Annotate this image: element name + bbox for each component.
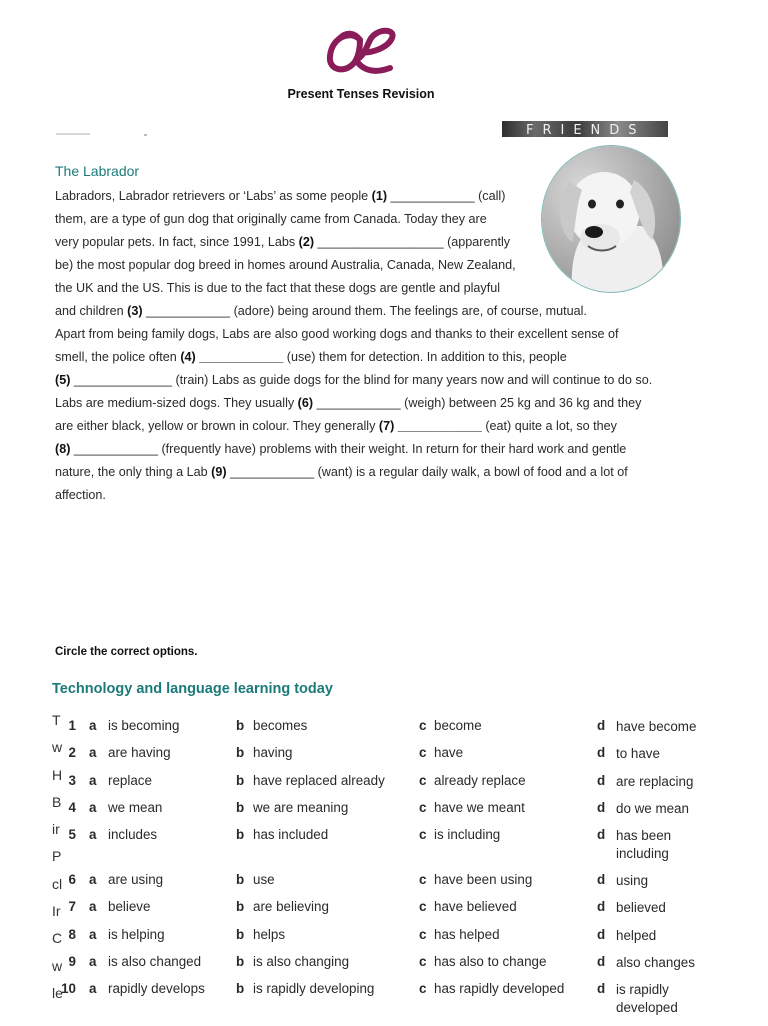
friends-banner-text: FRIENDS — [526, 123, 646, 137]
option-letter-c: c — [419, 772, 427, 788]
reading-text: the UK and the US. This is due to the fact that these dogs are gentle and playful — [55, 281, 501, 295]
option-letter-b: b — [236, 745, 245, 761]
obscured-letter: C — [52, 930, 63, 947]
reading-line — [55, 323, 695, 346]
option-b[interactable]: we are meaning — [253, 799, 349, 815]
question-number: 9 — [68, 954, 76, 970]
reading-text: ____________ (want) is a regular daily walk, a bowl of food and a lot of — [226, 465, 628, 479]
reading-text: (eat) quite a lot, so they — [481, 419, 617, 433]
option-letter-a: a — [89, 718, 97, 733]
option-d[interactable]: do we mean — [616, 800, 689, 816]
reading-text: and children — [55, 304, 128, 318]
option-letter-a: a — [89, 827, 97, 843]
reading-line — [55, 392, 695, 415]
obscured-letter: w — [52, 739, 63, 756]
question-row — [60, 800, 760, 827]
gap-marker: ____________ — [199, 350, 284, 364]
option-d[interactable]: are replacing — [616, 773, 694, 789]
option-c[interactable]: have been using — [434, 872, 533, 888]
obscured-letter: ir — [52, 821, 60, 838]
option-a[interactable]: is becoming — [108, 718, 180, 733]
reading-text: ____________ (adore) being around them. The feelings are, of course, mutual. — [142, 304, 587, 318]
option-a[interactable]: replace — [108, 772, 152, 788]
gap-marker: (7) — [378, 419, 395, 433]
option-letter-d: d — [597, 799, 606, 815]
obscured-letter: P — [52, 848, 62, 865]
reading-text: very popular pets. In fact, since 1991, Labs — [55, 235, 299, 249]
option-a[interactable]: are using — [108, 872, 164, 888]
option-b[interactable]: use — [253, 872, 275, 888]
question-number: 10 — [61, 981, 76, 997]
reading-title: The Labrador — [55, 163, 140, 179]
reading-line — [55, 300, 695, 323]
reading-text: Apart from being family dogs, Labs are also good working dogs and thanks to their excellent sense of — [55, 327, 619, 341]
reading-text: affection. — [55, 488, 106, 502]
reading-line — [55, 415, 695, 438]
question-number: 2 — [68, 745, 76, 761]
option-letter-a: a — [89, 745, 97, 761]
option-letter-c: c — [419, 745, 427, 761]
option-c[interactable]: already replace — [434, 772, 526, 788]
option-letter-a: a — [89, 772, 97, 788]
option-d[interactable]: to have — [616, 746, 660, 762]
reading-line — [55, 438, 695, 461]
option-b[interactable]: is rapidly developing — [253, 981, 375, 997]
option-d[interactable]: using — [616, 873, 649, 889]
exercise-title: Technology and language learning today — [52, 681, 333, 697]
option-letter-a: a — [89, 872, 97, 888]
option-b[interactable]: are believing — [253, 899, 329, 915]
option-letter-b: b — [236, 926, 245, 942]
reading-line — [55, 346, 695, 369]
option-letter-a: a — [89, 926, 97, 942]
gap-marker: (1) — [371, 189, 388, 203]
reading-text: ____________ (call) — [387, 189, 506, 203]
option-a[interactable]: includes — [108, 827, 158, 843]
obscured-letter: cl — [52, 875, 63, 892]
question-row — [60, 773, 760, 800]
question-row — [60, 899, 760, 926]
option-c[interactable]: have believed — [434, 899, 517, 915]
option-letter-d: d — [597, 899, 606, 915]
option-d[interactable]: has been including — [616, 828, 672, 862]
option-b[interactable]: have replaced already — [253, 772, 385, 788]
reading-line — [55, 231, 695, 254]
gap-marker: (6) — [297, 396, 314, 410]
option-letter-c: c — [419, 926, 427, 942]
option-letter-d: d — [597, 718, 606, 733]
option-letter-c: c — [419, 981, 427, 997]
gap-marker: (4) — [180, 350, 196, 364]
option-letter-c: c — [419, 799, 427, 815]
question-row — [60, 872, 760, 899]
reading-text: ____________ (weigh) between 25 kg and 36 kg and they — [313, 396, 642, 410]
option-letter-b: b — [236, 899, 245, 915]
friends-banner — [502, 121, 668, 137]
document-title: Present Tenses Revision — [287, 87, 435, 101]
option-b[interactable]: helps — [253, 926, 286, 942]
obscured-letter: T — [52, 712, 61, 728]
option-b[interactable]: becomes — [253, 718, 308, 733]
question-number: 3 — [68, 772, 76, 788]
option-c[interactable]: has rapidly developed — [434, 981, 565, 997]
question-row — [60, 827, 760, 872]
option-letter-b: b — [236, 772, 245, 788]
reading-line — [55, 254, 695, 277]
question-number: 6 — [68, 872, 76, 888]
gap-marker: (8) — [55, 442, 71, 456]
option-letter-d: d — [597, 827, 606, 843]
reading-text: __________________ (apparently — [314, 235, 511, 249]
option-letter-a: a — [89, 799, 97, 815]
option-letter-a: a — [89, 954, 97, 970]
question-number: 7 — [68, 899, 76, 915]
exercise-instruction: Circle the correct options. — [55, 646, 198, 658]
option-letter-d: d — [597, 954, 606, 970]
question-row — [60, 745, 760, 772]
option-b[interactable]: having — [253, 745, 293, 761]
question-number: 8 — [68, 926, 76, 942]
reading-text: Labs are medium-sized dogs. They usually — [55, 396, 298, 410]
question-row — [60, 954, 760, 981]
reading-line — [55, 185, 695, 208]
obscured-letter: Ir — [52, 903, 61, 920]
option-d[interactable]: have become — [616, 719, 697, 734]
scan-artifact — [56, 132, 148, 138]
reading-line — [55, 484, 695, 507]
option-c[interactable]: become — [434, 718, 482, 733]
option-letter-b: b — [236, 718, 245, 733]
option-letter-c: c — [419, 954, 427, 970]
option-letter-b: b — [236, 799, 245, 815]
option-a[interactable]: rapidly develops — [108, 981, 205, 997]
option-letter-d: d — [597, 926, 606, 942]
option-d[interactable]: is rapidly developed — [616, 982, 678, 1016]
reading-text: nature, the only thing a Lab — [55, 465, 212, 479]
option-letter-b: b — [236, 827, 245, 843]
option-c[interactable]: has also to change — [434, 954, 547, 970]
gap-marker: (5) — [55, 373, 71, 387]
obscured-letter: w — [52, 957, 63, 974]
option-letter-b: b — [236, 954, 245, 970]
obscured-letter: B — [52, 793, 62, 810]
option-letter-c: c — [419, 718, 427, 733]
option-letter-b: b — [236, 981, 245, 997]
option-letter-a: a — [89, 899, 97, 915]
question-row — [60, 927, 760, 954]
reading-text: ____________ (frequently have) problems with their weight. In return for their hard work and gentle — [70, 442, 627, 456]
reading-text: (use) them for detection. In addition to this, people — [283, 350, 567, 364]
option-c[interactable]: has helped — [434, 926, 500, 942]
reading-line — [55, 369, 695, 392]
option-a[interactable]: we mean — [108, 799, 163, 815]
ae-logo-icon — [326, 26, 402, 78]
option-letter-c: c — [419, 899, 427, 915]
reading-text: smell, the police often — [55, 350, 181, 364]
option-letter-a: a — [89, 981, 97, 997]
reading-text: ______________ (train) Labs as guide dogs for the blind for many years now and will continue to do so. — [70, 373, 653, 387]
reading-paragraph — [55, 185, 695, 507]
question-number: 1 — [68, 718, 76, 733]
option-c[interactable]: have — [434, 745, 464, 761]
option-letter-d: d — [597, 981, 606, 997]
option-a[interactable]: is also changed — [108, 954, 202, 970]
gap-marker: ____________ — [397, 419, 482, 433]
obscured-letter: le — [52, 984, 63, 1001]
option-c[interactable]: have we meant — [434, 799, 525, 815]
question-options-list — [60, 718, 760, 1026]
gap-marker: (2) — [298, 235, 315, 249]
reading-text: be) the most popular dog breed in homes around Australia, Canada, New Zealand, — [55, 258, 516, 272]
option-letter-c: c — [419, 827, 427, 843]
obscured-letter: H — [52, 766, 63, 783]
reading-line — [55, 461, 695, 484]
option-letter-c: c — [419, 872, 427, 888]
option-a[interactable]: believe — [108, 899, 151, 915]
question-row — [60, 981, 760, 1026]
option-c[interactable]: is including — [434, 827, 501, 843]
gap-marker: (9) — [211, 465, 227, 479]
option-b[interactable]: is also changing — [253, 954, 350, 970]
option-d[interactable]: also changes — [616, 955, 695, 971]
option-letter-d: d — [597, 872, 606, 888]
question-number: 4 — [68, 799, 76, 815]
option-d[interactable]: believed — [616, 900, 666, 916]
option-d[interactable]: helped — [616, 927, 657, 943]
reading-text: are either black, yellow or brown in colour. They generally — [55, 419, 379, 433]
gap-marker: (3) — [127, 304, 143, 318]
option-letter-b: b — [236, 872, 245, 888]
option-b[interactable]: has included — [253, 827, 329, 843]
question-row — [60, 718, 760, 745]
reading-line — [55, 277, 695, 300]
option-a[interactable]: is helping — [108, 926, 165, 942]
option-a[interactable]: are having — [108, 745, 171, 761]
reading-line — [55, 208, 695, 231]
option-letter-d: d — [597, 772, 606, 788]
option-letter-d: d — [597, 745, 606, 761]
reading-text: them, are a type of gun dog that originally came from Canada. Today they are — [55, 212, 487, 226]
question-number: 5 — [68, 827, 76, 843]
reading-text: Labradors, Labrador retrievers or ‘Labs’ as some people — [55, 189, 372, 203]
